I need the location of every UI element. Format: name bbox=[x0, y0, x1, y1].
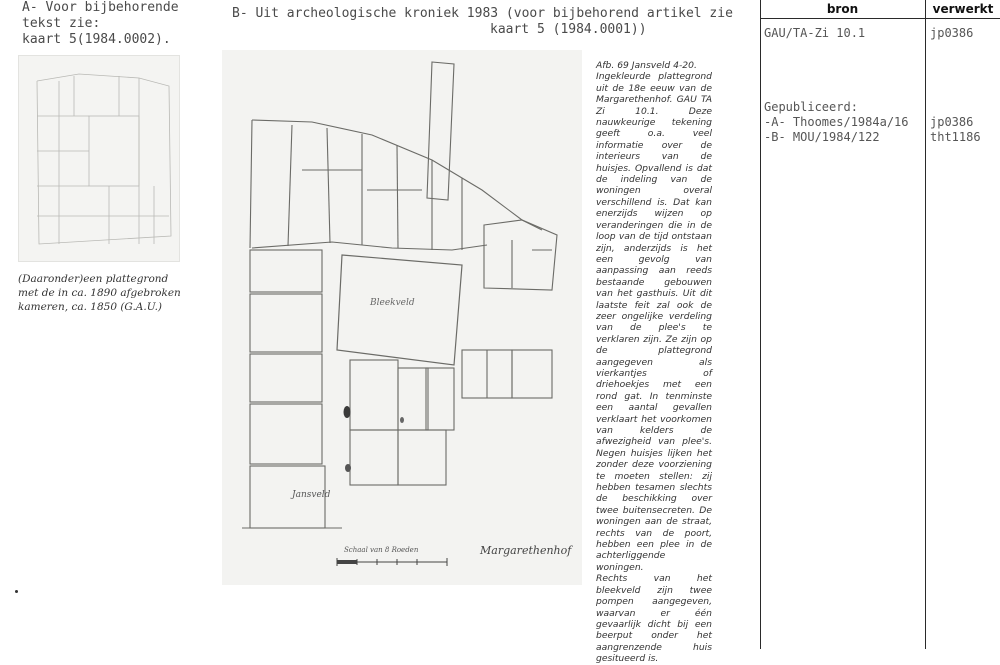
figure-caption-paragraph-1: Ingekleurde plattegrond uit de 18e eeuw van de Margarethenhof. GAU TA Zi 10.1. Deze nauwkeurige tekening geeft o.a. veel informatie over de interieurs van de huisjes. Opvallend is dat de indeling van de woningen overal verschillend is. Dat kan enerzijds wijzen op veranderingen die in de loop van de tijd ontstaan zijn, anderzijds is het een gevolg van aanpassing aan reeds bestaande gebouwen van het gasthuis. Uit dit laatste feit zal ook de zeer ongelijke verdeling van de plee's te verklaren zijn. Ze zijn op de plattegrond aangegeven als vierkantjes of driehoekjes met een rond gat. In tenminste een aantal gevallen verklaart het voorkomen van kelders de afwezigheid van plee's. Negen huisjes lijken het zonder deze voorziening te moeten stellen: zij hebben tesamen slechts de beschikking over twee buitensecreten. De woningen aan de straat, rechts van de poort, hebben een plee in de achterliggende woningen. bbox=[596, 71, 712, 573]
plan-label-jansveld: Jansveld bbox=[292, 490, 331, 500]
table-column-divider bbox=[925, 0, 926, 649]
table-row-2-bron: -A- Thoomes/1984a/16 bbox=[764, 115, 909, 129]
table-row-3-bron: -B- MOU/1984/122 bbox=[764, 130, 880, 144]
plan-scale-label: Schaal van 8 Roeden bbox=[344, 546, 419, 554]
figure-caption bbox=[596, 60, 712, 665]
note-a-line3: kaart 5(1984.0002). bbox=[22, 32, 171, 47]
header-b-line1: B- Uit archeologische kroniek 1983 (voor bijbehorend artikel zie bbox=[232, 6, 733, 21]
table-header-bron: bron bbox=[826, 2, 859, 16]
stray-dot bbox=[15, 590, 18, 593]
table-left-border bbox=[760, 0, 761, 649]
figure-caption-paragraph-2: Rechts van het bleekveld zijn twee pompen aangegeven, waarvan er één gevaarlijk dicht bij een beerput onder het aangrenzende huis gesitueerd is. bbox=[596, 573, 712, 665]
figure-caption-title: Afb. 69 Jansveld 4-20. bbox=[596, 60, 697, 71]
plan-label-bleekveld: Bleekveld bbox=[370, 298, 415, 308]
table-row-3-verwerkt: tht1186 bbox=[930, 130, 981, 144]
floor-plan-drawing bbox=[222, 50, 582, 585]
note-a-line1: A- Voor bijbehorende bbox=[22, 0, 179, 15]
table-row-2-verwerkt: jp0386 bbox=[930, 115, 974, 129]
table-header-verwerkt: verwerkt bbox=[932, 2, 994, 16]
header-b-line2: kaart 5 (1984.0001)) bbox=[490, 22, 647, 37]
plan-signature: Margarethenhof bbox=[480, 544, 572, 557]
note-a bbox=[22, 0, 179, 48]
thumbnail-plan-drawing bbox=[19, 56, 179, 261]
thumbnail-plan-image bbox=[18, 55, 180, 262]
scale-bar-segment bbox=[337, 560, 357, 564]
table-header-rule bbox=[760, 18, 1000, 19]
table-row-1-bron: GAU/TA-Zi 10.1 bbox=[764, 26, 866, 40]
thumbnail-caption: (Daaronder)een plattegrond met de in ca. 1890 afgebroken kameren, ca. 1850 (G.A.U.) bbox=[18, 273, 181, 313]
table-published-label: Gepubliceerd: bbox=[764, 100, 858, 114]
note-a-line2: tekst zie: bbox=[22, 16, 101, 31]
table-row-1-verwerkt: jp0386 bbox=[930, 26, 974, 40]
floor-plan-image bbox=[222, 50, 582, 585]
